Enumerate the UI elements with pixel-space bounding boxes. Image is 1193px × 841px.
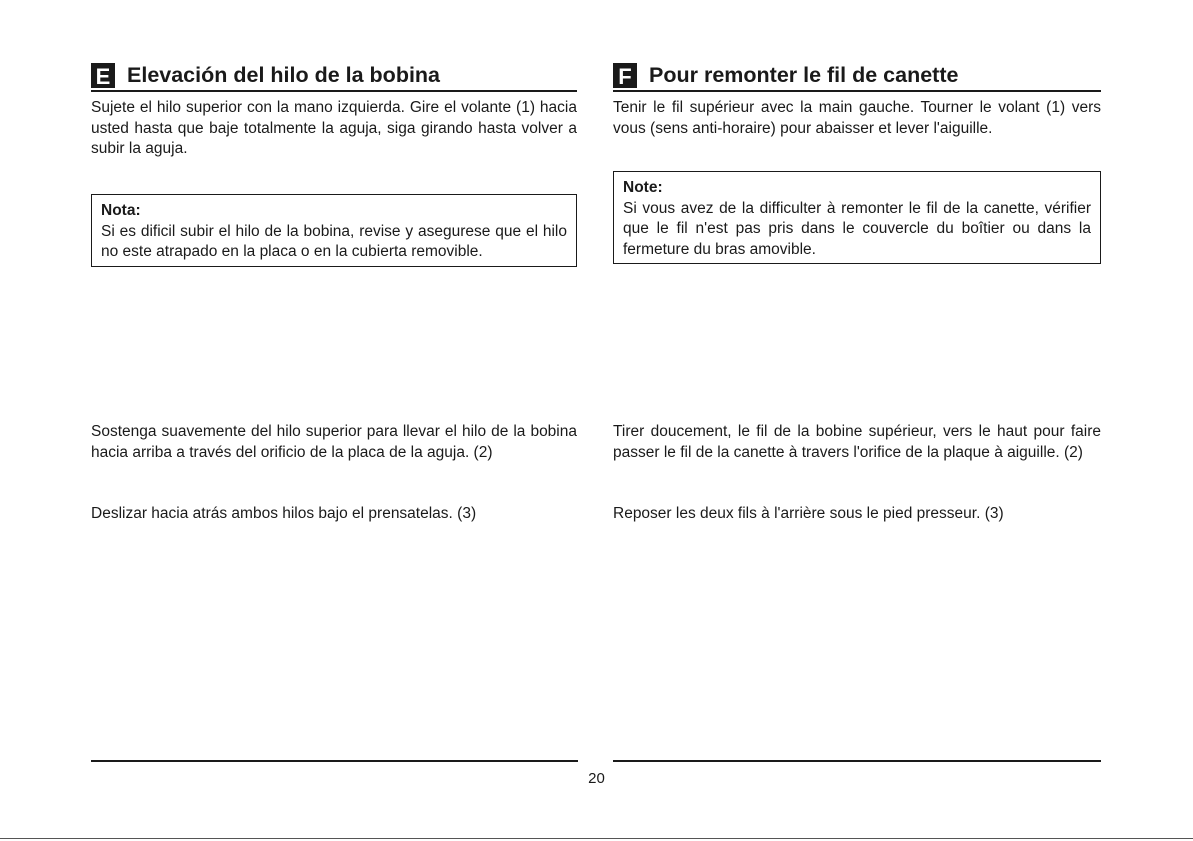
section-heading-f: [613, 56, 1101, 92]
section-heading-e: [91, 56, 577, 92]
page-number: 20: [588, 770, 605, 787]
instruction-paragraph-2: Tirer doucement, le fil de la bobine supérieur, vers le haut pour faire passer le fil de la canette à travers l'orifice de la plaque à aiguille. (2): [613, 423, 1101, 461]
instruction-paragraph-3: Reposer les deux fils à l'arrière sous le pied presseur. (3): [613, 505, 1004, 522]
instruction-paragraph-3: Deslizar hacia atrás ambos hilos bajo el prensatelas. (3): [91, 505, 477, 522]
instruction-paragraph-1: Tenir le fil supérieur avec la main gauche. Tourner le volant (1) vers vous (sens anti-horaire) pour abaisser et lever l'aiguille.: [613, 99, 1101, 137]
french-column: [613, 56, 1101, 522]
section-badge-f: F: [613, 63, 637, 88]
spanish-column: [91, 56, 577, 522]
note-text: Si vous avez de la difficulter à remonter le fil de la canette, vérifier que le fil n'est pas pris dans le couvercle du boîtier ou dans la fermeture du bras amovible.: [623, 199, 1091, 258]
note-label: Note:: [623, 179, 663, 196]
note-label: Nota:: [101, 202, 141, 219]
instruction-paragraph-1: Sujete el hilo superior con la mano izquierda. Gire el volante (1) hacia usted hasta que baje totalmente la aguja, siga girando hasta volver a subir la aguja.: [91, 99, 577, 157]
footer-rule-right: [613, 760, 1101, 762]
section-badge-e: E: [91, 63, 115, 88]
page-bottom-edge: [0, 838, 1193, 839]
section-title-f: Pour remonter le fil de canette: [649, 63, 959, 87]
footer-rule-left: [91, 760, 578, 762]
note-text: Si es dificil subir el hilo de la bobina, revise y asegurese que el hilo no este atrapado en la placa o en la cubierta removible.: [101, 222, 567, 260]
note-box: [613, 171, 1101, 264]
section-title-e: Elevación del hilo de la bobina: [127, 63, 441, 87]
instruction-paragraph-2: Sostenga suavemente del hilo superior para llevar el hilo de la bobina hacia arriba a través del orificio de la placa de la aguja. (2): [91, 423, 577, 461]
note-box: [91, 194, 577, 267]
